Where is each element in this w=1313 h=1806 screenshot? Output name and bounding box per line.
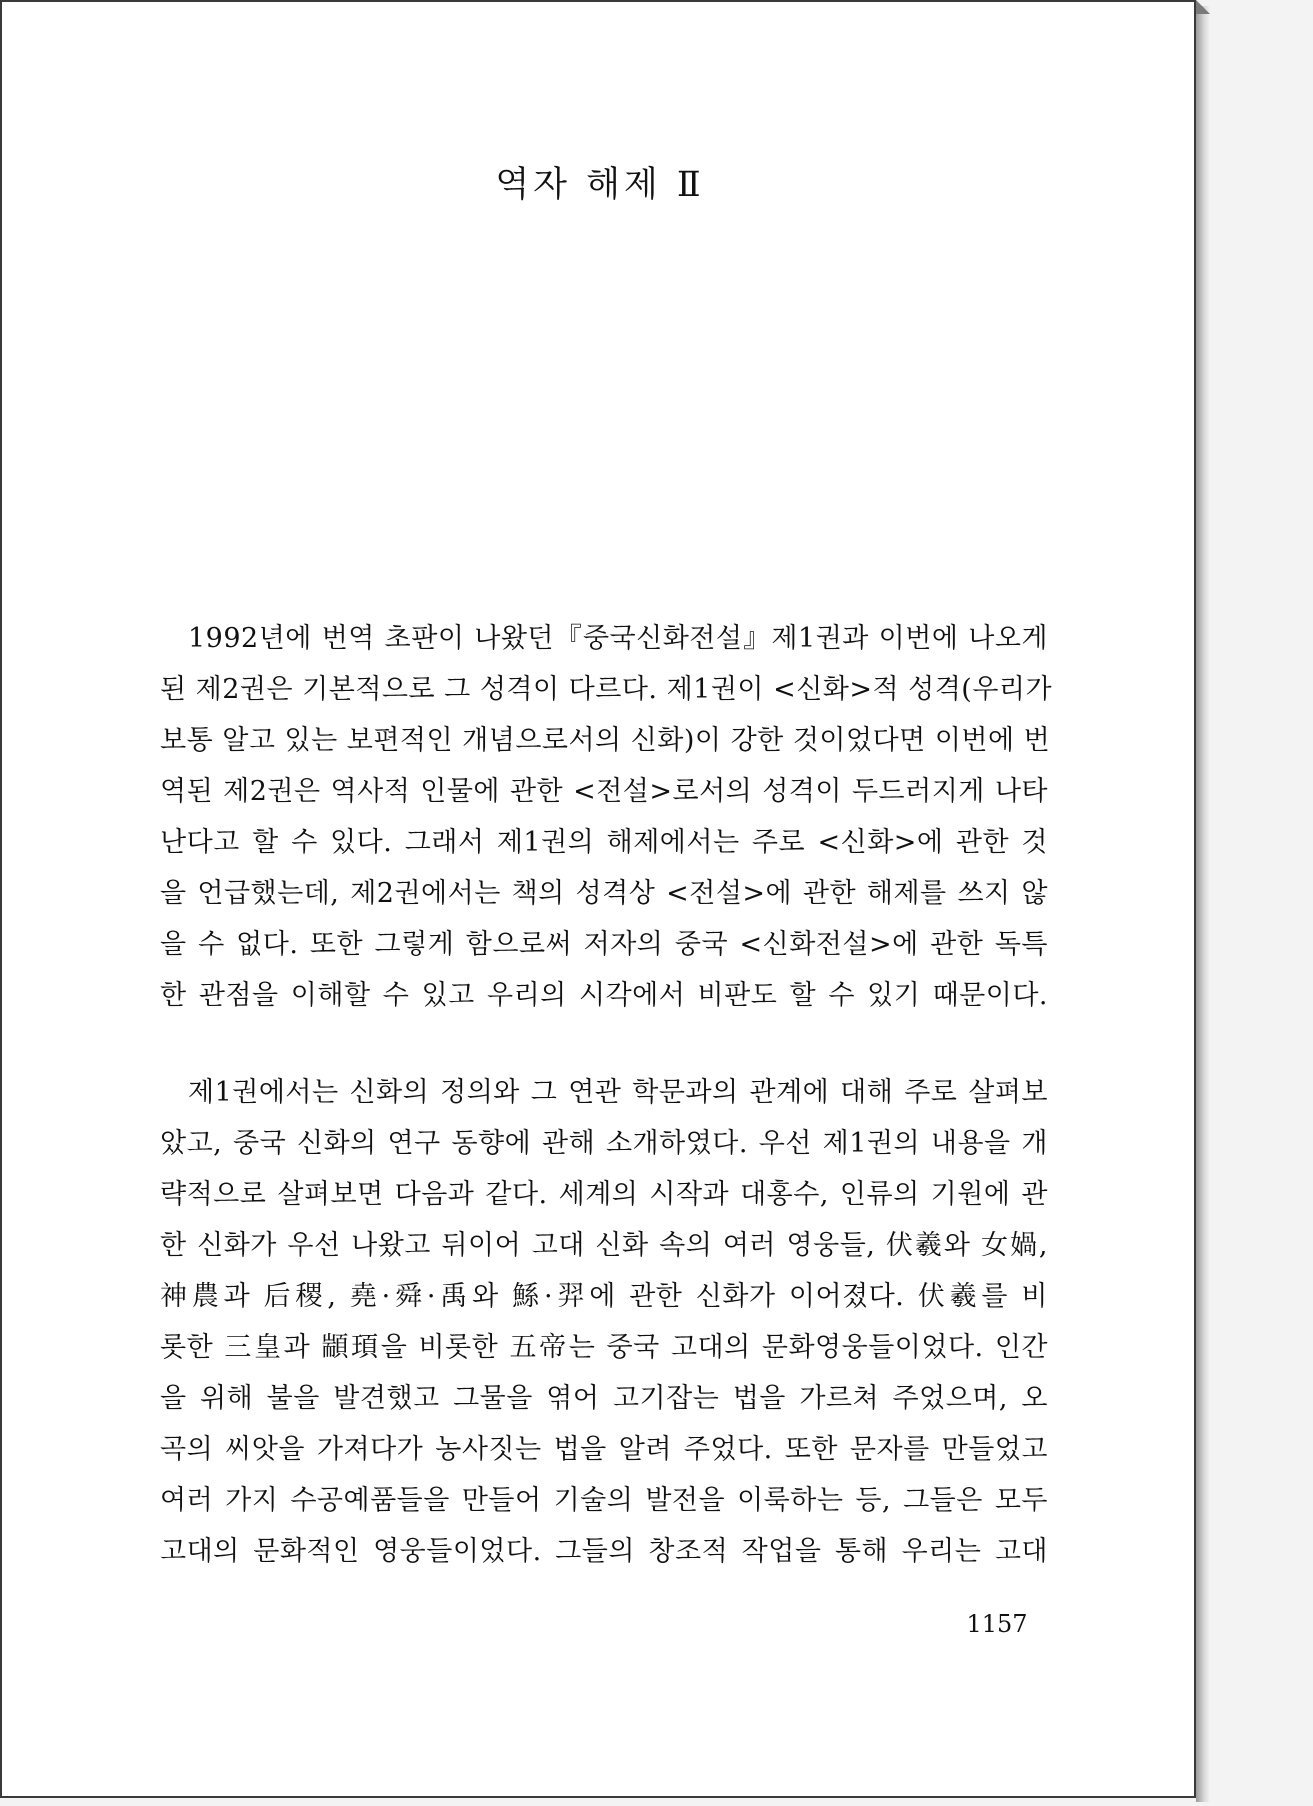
- text-line: 난다고 할 수 있다. 그래서 제1권의 해제에서는 주로 <신화>에 관한 것: [160, 827, 1048, 858]
- text-line: 을 언급했는데, 제2권에서는 책의 성격상 <전설>에 관한 해제를 쓰지 않: [160, 878, 1048, 909]
- text-line: 보통 알고 있는 보편적인 개념으로서의 신화)이 강한 것이었다면 이번에 번: [160, 725, 1051, 756]
- text-line: 한 관점을 이해할 수 있고 우리의 시각에서 비판도 할 수 있기 때문이다.: [160, 980, 1048, 1011]
- paragraph-1: [160, 613, 1053, 1021]
- text-line: 1992년에 번역 초판이 나왔던『중국신화전설』제1권과 이번에 나오게: [188, 623, 1048, 654]
- text-line: 여러 가지 수공예품들을 만들어 기술의 발전을 이룩하는 등, 그들은 모두: [160, 1485, 1048, 1516]
- text-line: 을 위해 불을 발견했고 그물을 엮어 고기잡는 법을 가르쳐 주었으며, 오: [160, 1383, 1048, 1414]
- text-line: 롯한 三皇과 顓頊을 비롯한 五帝는 중국 고대의 문화영웅들이었다. 인간: [160, 1332, 1048, 1363]
- text-line: 을 수 없다. 또한 그렇게 함으로써 저자의 중국 <신화전설>에 관한 독특: [160, 929, 1048, 960]
- page-number: 1157: [966, 1610, 1028, 1638]
- text-line: 된 제2권은 기본적으로 그 성격이 다르다. 제1권이 <신화>적 성격(우리가: [160, 674, 1053, 705]
- text-line: 략적으로 살펴보면 다음과 같다. 세계의 시작과 대홍수, 인류의 기원에 관: [160, 1179, 1048, 1210]
- text-line: 제1권에서는 신화의 정의와 그 연관 학문과의 관계에 대해 주로 살펴보: [188, 1077, 1048, 1108]
- text-line: 고대의 문화적인 영웅들이었다. 그들의 창조적 작업을 통해 우리는 고대: [160, 1536, 1048, 1567]
- page-title: 역자 해제 Ⅱ: [495, 165, 705, 205]
- text-line: 한 신화가 우선 나왔고 뒤이어 고대 신화 속의 여러 영웅들, 伏羲와 女媧,: [160, 1230, 1048, 1261]
- page-edge-shadow: [1196, 6, 1210, 1802]
- text-line: 곡의 씨앗을 가져다가 농사짓는 법을 알려 주었다. 또한 문자를 만들었고: [160, 1434, 1048, 1465]
- text-line: 神農과 后稷, 堯·舜·禹와 鯀·羿에 관한 신화가 이어졌다. 伏羲를 비: [160, 1281, 1048, 1312]
- text-line: 았고, 중국 신화의 연구 동향에 관해 소개하였다. 우선 제1권의 내용을 개: [160, 1128, 1048, 1159]
- text-line: 역된 제2권은 역사적 인물에 관한 <전설>로서의 성격이 두드러지게 나타: [160, 776, 1048, 807]
- paragraph-2: [160, 1067, 1048, 1577]
